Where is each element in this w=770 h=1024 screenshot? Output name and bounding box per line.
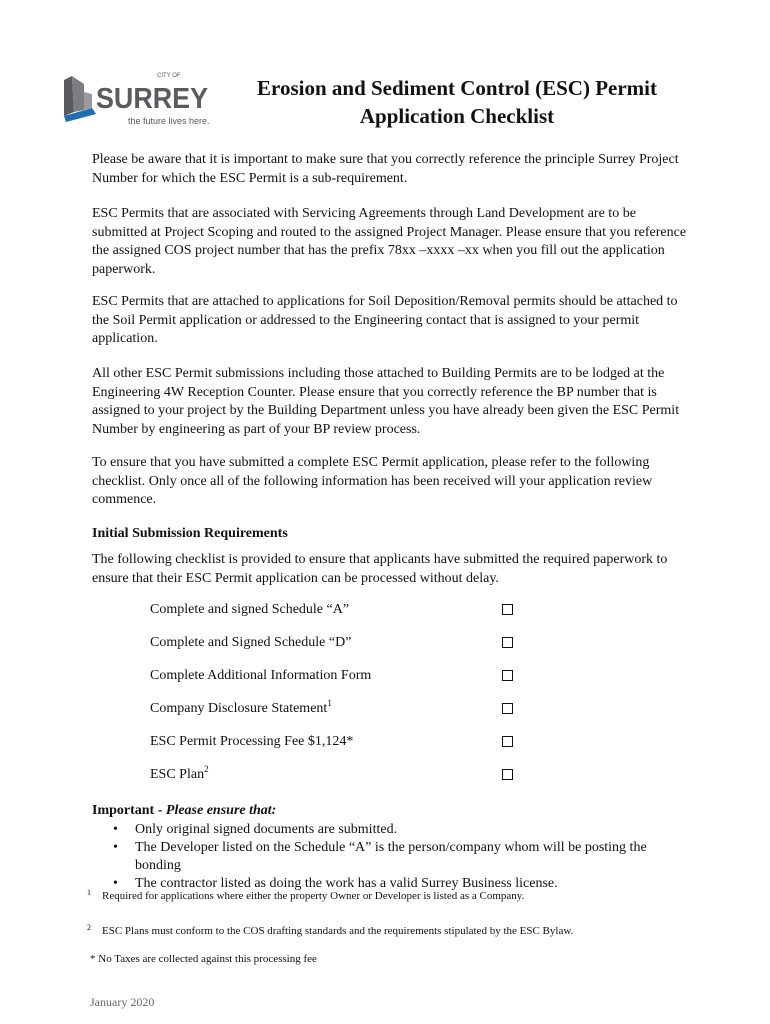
checklist-checkbox[interactable] bbox=[502, 703, 513, 714]
paragraph-checklist-intro: To ensure that you have submitted a complete ESC Permit application, please refer to the following checklist. Only once all of the following information has been received will your application review commence. bbox=[92, 455, 653, 507]
paragraph-building-permits: All other ESC Permit submissions including those attached to Building Permits are to be lodged at the Engineering 4W Reception Counter. Please ensure that you correctly reference the BP number that is assigned to your project by the Building Department unless you have already been given the ESC Permit Number by engineering as part of your BP review process. bbox=[92, 366, 680, 437]
logo-name: SURREY bbox=[96, 83, 208, 115]
initial-submission-intro: The following checklist is provided to ensure that applicants have submitted the required paperwork to ensure that their ESC Permit application can be processed without delay. bbox=[92, 552, 668, 586]
checklist-checkbox[interactable] bbox=[502, 637, 513, 648]
footnote-number: 1 bbox=[87, 888, 91, 897]
list-item: • The Developer listed on the Schedule “A” is the person/company whom will be posting the bonding bbox=[110, 839, 690, 875]
paragraph-servicing-agreements: ESC Permits that are associated with Servicing Agreements through Land Development are to be submitted at Project Scoping and routed to the assigned Project Manager. Please ensure that you reference the assigned COS project number that has the prefix 78xx –xxxx –xx when you fill out the application paperwork. bbox=[92, 206, 687, 277]
checklist-item-label: ESC Permit Processing Fee $1,124* bbox=[150, 734, 354, 749]
checklist-item-additional-info-form bbox=[150, 668, 515, 688]
checklist-item-schedule-d bbox=[150, 635, 515, 655]
checklist-item-label: Complete and Signed Schedule “D” bbox=[150, 635, 352, 650]
footnote-number: 2 bbox=[87, 923, 91, 932]
logo-city-of: CITY OF bbox=[157, 73, 181, 79]
checklist-item-label: ESC Plan$^2$ bbox=[150, 764, 209, 782]
paragraph-soil-permits: ESC Permits that are attached to applications for Soil Deposition/Removal permits should be attached to the Soil Permit application or addressed to the Engineering contact that is assigned to your permit application. bbox=[92, 294, 678, 346]
important-heading: Important - Please ensure that: bbox=[92, 803, 277, 818]
checklist-item-label: Complete and signed Schedule “A” bbox=[150, 602, 350, 617]
checklist-checkbox[interactable] bbox=[502, 604, 513, 615]
checklist-item-label: Company Disclosure Statement$^1$ bbox=[150, 698, 332, 716]
footnote-text: ESC Plans must conform to the COS drafting standards and the requirements stipulated by the ESC Bylaw. bbox=[102, 925, 574, 937]
paragraph-project-number: Please be aware that it is important to make sure that you correctly reference the principle Surrey Project Number for which the ESC Permit is a sub-requirement. bbox=[92, 152, 679, 186]
checklist-checkbox[interactable] bbox=[502, 736, 513, 747]
initial-submission-heading: Initial Submission Requirements bbox=[92, 526, 288, 541]
checklist-item-label: Complete Additional Information Form bbox=[150, 668, 372, 683]
city-of-surrey-logo bbox=[62, 66, 214, 128]
checklist-item-company-disclosure bbox=[150, 698, 515, 721]
footnote-ref: 2 bbox=[204, 764, 209, 774]
footnote-ref: 1 bbox=[327, 698, 332, 708]
title-line-1: Erosion and Sediment Control (ESC) Permit bbox=[257, 76, 657, 100]
document-date: January 2020 bbox=[90, 995, 155, 1009]
list-item: • Only original signed documents are submitted. bbox=[110, 821, 690, 839]
checklist-item-esc-plan bbox=[150, 764, 515, 787]
checklist-checkbox[interactable] bbox=[502, 670, 513, 681]
list-item: • The contractor listed as doing the work has a valid Surrey Business license. bbox=[110, 875, 690, 893]
no-tax-note: * No Taxes are collected against this processing fee bbox=[90, 953, 317, 965]
logo-tagline: the future lives here. bbox=[128, 116, 210, 126]
document-title bbox=[222, 74, 692, 130]
checklist-item-schedule-a bbox=[150, 602, 515, 622]
footnote-text: Required for applications where either the property Owner or Developer is listed as a Company. bbox=[102, 890, 525, 902]
checklist-item-processing-fee bbox=[150, 734, 515, 754]
important-bullet-list bbox=[110, 821, 690, 893]
checklist-checkbox[interactable] bbox=[502, 769, 513, 780]
surrey-skyline-icon bbox=[62, 66, 214, 128]
title-line-2: Application Checklist bbox=[359, 104, 555, 128]
